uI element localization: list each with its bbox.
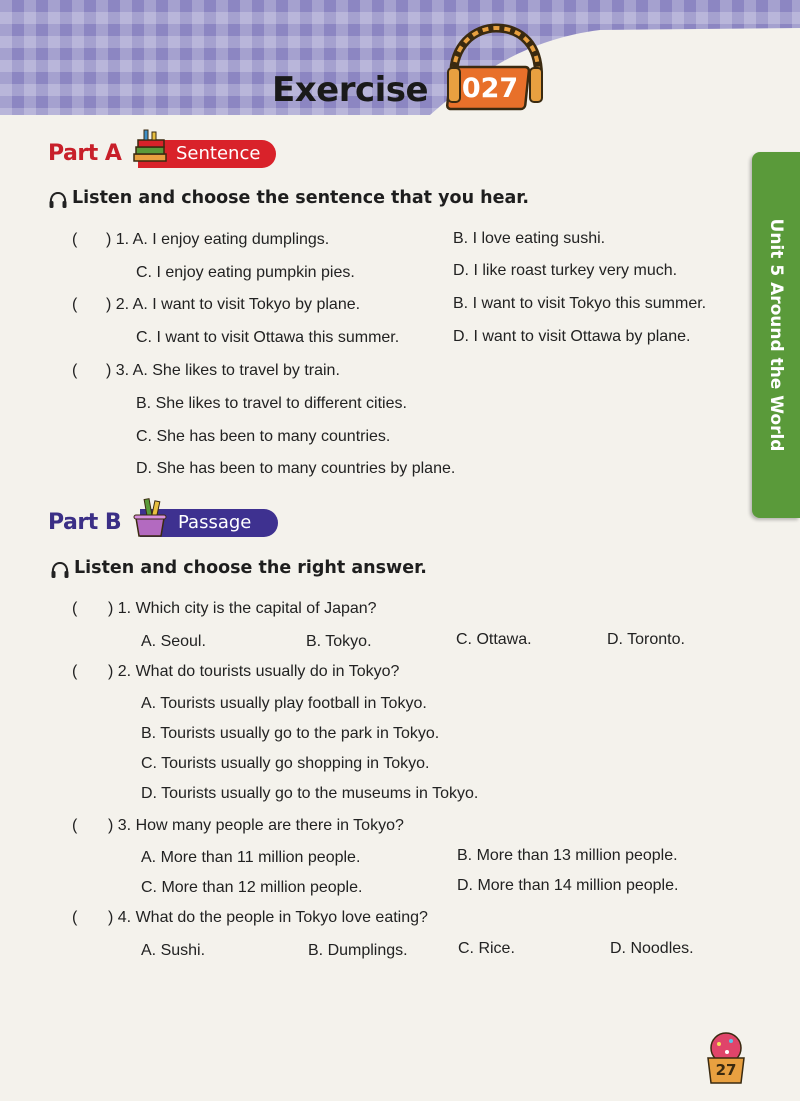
question-b2-option-d: D. Tourists usually go to the museums in Tokyo. — [141, 785, 479, 802]
question-a1-option-c: C. I enjoy eating pumpkin pies. — [136, 264, 355, 281]
question-b1-option-b: B. Tokyo. — [306, 633, 372, 650]
question-a2-option-b: B. I want to visit Tokyo this summer. — [453, 295, 707, 312]
headphone-badge-icon — [436, 22, 556, 122]
headphone-icon — [50, 560, 70, 580]
pencil-cup-icon — [130, 496, 174, 540]
question-b2-option-b: B. Tourists usually go to the park in Tokyo. — [141, 725, 440, 742]
answer-paren[interactable]: ( — [72, 231, 78, 248]
question-b2-option-c: C. Tourists usually go shopping in Tokyo. — [141, 755, 430, 772]
question-a2-option-d: D. I want to visit Ottawa by plane. — [453, 328, 691, 345]
question-b1-option-c: C. Ottawa. — [456, 631, 532, 648]
question-a3-option-d: D. She has been to many countries by plane. — [136, 460, 456, 477]
question-a1-option-d: D. I like roast turkey very much. — [453, 262, 678, 279]
exercise-title: Exercise — [272, 70, 429, 110]
question-b3-option-c: C. More than 12 million people. — [141, 879, 363, 896]
part-a-pill-text: Sentence — [176, 143, 261, 164]
book-stack-icon — [130, 126, 172, 168]
part-b-pill-text: Passage — [178, 512, 252, 533]
question-b3-option-b: B. More than 13 million people. — [457, 847, 678, 864]
question-a2-option-c: C. I want to visit Ottawa this summer. — [136, 329, 400, 346]
part-a-instruction: Listen and choose the sentence that you hear. — [72, 188, 530, 208]
question-b3-option-d: D. More than 14 million people. — [457, 877, 679, 894]
exercise-number-badge: 027 — [461, 73, 519, 104]
question-a3-option-c: C. She has been to many countries. — [136, 428, 391, 445]
question-b1-option-d: D. Toronto. — [607, 631, 685, 648]
page-number: 27 — [715, 1061, 737, 1079]
answer-paren[interactable]: ( — [72, 362, 78, 379]
question-b4-stem: ) 4. What do the people in Tokyo love eating? — [108, 909, 428, 926]
question-b4-option-c: C. Rice. — [458, 940, 515, 957]
part-b-instruction: Listen and choose the right answer. — [74, 558, 427, 578]
part-b-label: Part B — [48, 510, 122, 535]
question-b2-stem: ) 2. What do tourists usually do in Tokyo? — [108, 663, 400, 680]
question-a2-option-a: ) 2. A. I want to visit Tokyo by plane. — [106, 296, 361, 313]
part-a-label: Part A — [48, 141, 122, 166]
question-b3-option-a: A. More than 11 million people. — [141, 849, 361, 866]
question-b4-option-a: A. Sushi. — [141, 942, 206, 959]
question-b2-option-a: A. Tourists usually play football in Tokyo. — [141, 695, 427, 712]
question-b1-option-a: A. Seoul. — [141, 633, 206, 650]
unit-side-tab-label: Unit 5 Around the World — [766, 218, 786, 452]
question-b4-option-d: D. Noodles. — [610, 940, 694, 957]
headphone-icon — [48, 190, 68, 210]
answer-paren[interactable]: ( — [72, 909, 78, 926]
question-a3-option-a: ) 3. A. She likes to travel by train. — [106, 362, 340, 379]
question-a1-option-a: ) 1. A. I enjoy eating dumplings. — [106, 231, 330, 248]
question-a3-option-b: B. She likes to travel to different cities. — [136, 395, 407, 412]
question-a1-option-b: B. I love eating sushi. — [453, 230, 606, 247]
answer-paren[interactable]: ( — [72, 663, 78, 680]
answer-paren[interactable]: ( — [72, 817, 78, 834]
question-b1-stem: ) 1. Which city is the capital of Japan? — [108, 600, 377, 617]
question-b4-option-b: B. Dumplings. — [308, 942, 408, 959]
answer-paren[interactable]: ( — [72, 296, 78, 313]
question-b3-stem: ) 3. How many people are there in Tokyo? — [108, 817, 404, 834]
answer-paren[interactable]: ( — [72, 600, 78, 617]
